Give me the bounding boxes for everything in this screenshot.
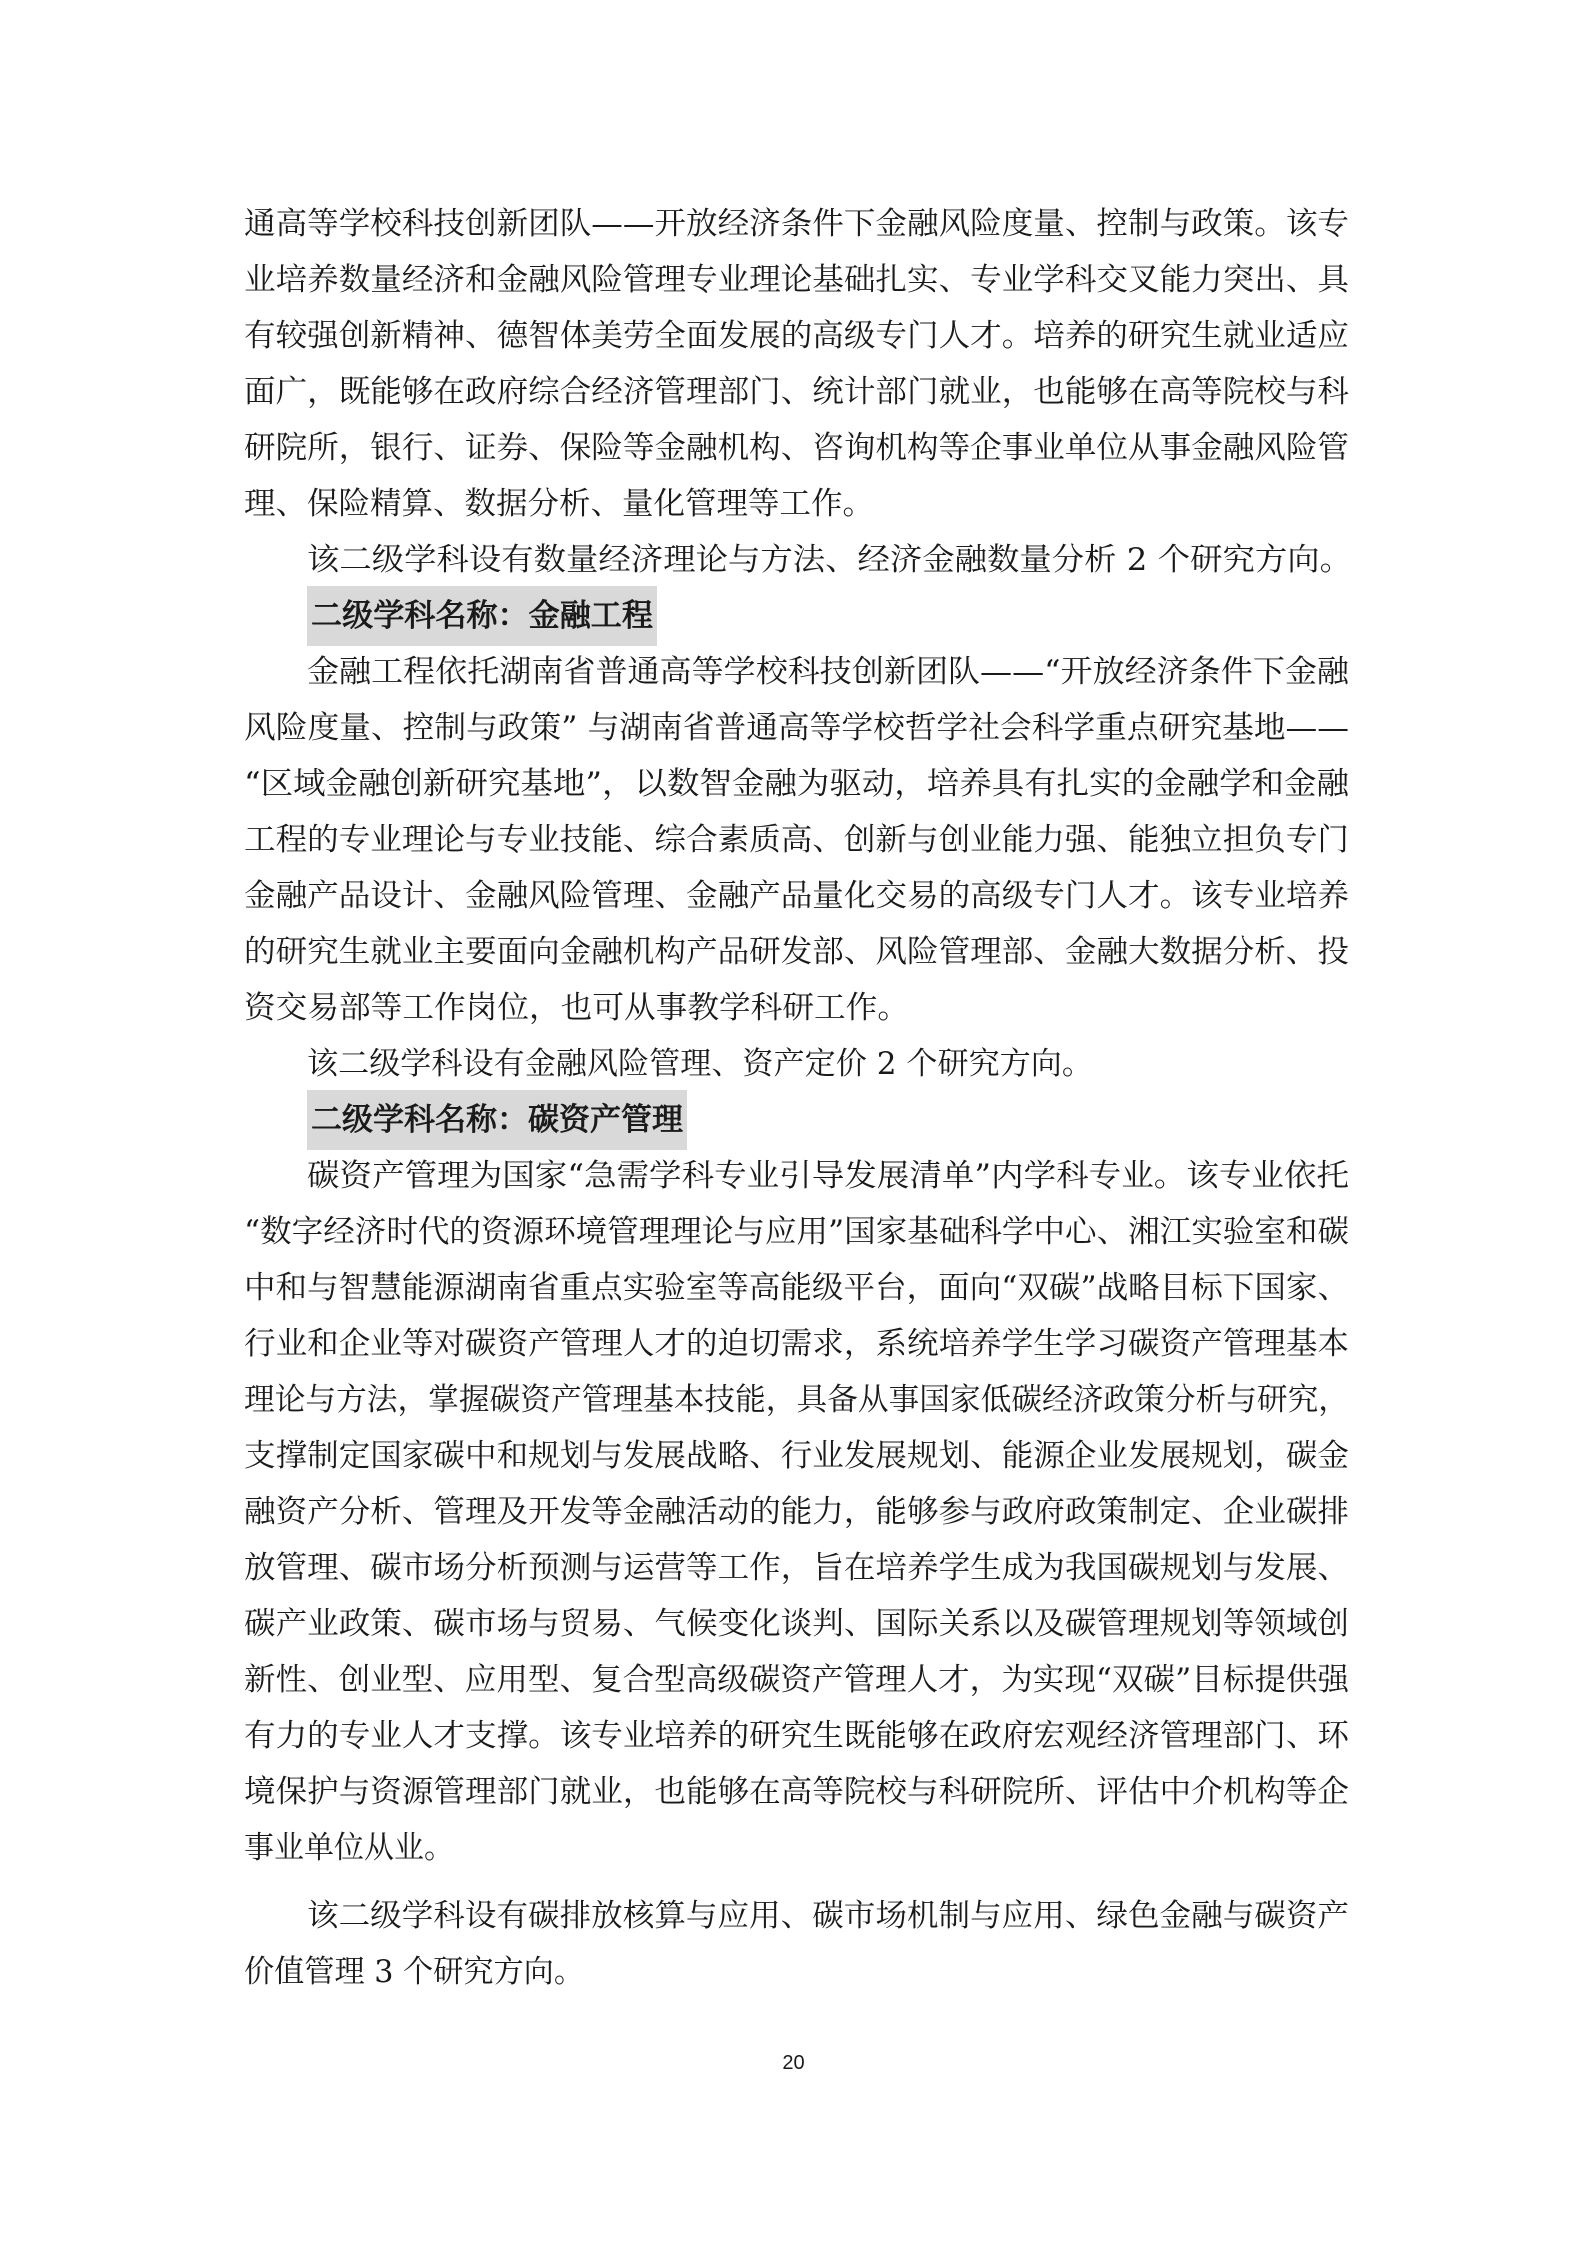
- text-line: 理论与方法，掌握碳资产管理基本技能，具备从事国家低碳经济政策分析与研究，: [244, 1382, 1349, 1418]
- body-text-line: [0, 922, 1587, 982]
- body-text-line: [0, 1650, 1587, 1710]
- body-text-line: [0, 194, 1587, 254]
- text-line: 融资产分析、管理及开发等金融活动的能力，能够参与政府政策制定、企业碳排: [244, 1494, 1349, 1530]
- body-text-line: [0, 1370, 1587, 1430]
- body-text-line: [0, 362, 1587, 422]
- text-line: 放管理、碳市场分析预测与运营等工作，旨在培养学生成为我国碳规划与发展、: [244, 1550, 1349, 1586]
- text-line: 事业单位从业。: [244, 1830, 454, 1866]
- text-line: 价值管理 3 个研究方向。: [244, 1954, 584, 1990]
- body-text-line: [0, 810, 1587, 870]
- body-text-line: [0, 698, 1587, 758]
- body-text-line: [0, 1314, 1587, 1374]
- text-line: 行业和企业等对碳资产管理人才的迫切需求，系统培养学生学习碳资产管理基本: [244, 1326, 1349, 1362]
- body-text-line: [0, 1594, 1587, 1654]
- body-text-line: [0, 1482, 1587, 1542]
- body-text-line: [0, 1258, 1587, 1318]
- text-line: 通高等学校科技创新团队——开放经济条件下金融风险度量、控制与政策。该专: [244, 206, 1349, 242]
- page-number: 20: [782, 2052, 805, 2074]
- body-text-line: [0, 306, 1587, 366]
- body-text-line: [0, 1886, 1587, 1946]
- text-line: 有较强创新精神、德智体美劳全面发展的高级专门人才。培养的研究生就业适应: [244, 318, 1349, 354]
- body-text-line: [0, 1538, 1587, 1598]
- heading-text: 二级学科名称：金融工程: [307, 586, 657, 646]
- section-heading-carbon-asset-management: [0, 1090, 1587, 1150]
- body-text-line: [0, 754, 1587, 814]
- body-text-line: [0, 418, 1587, 478]
- section-heading-financial-engineering: [0, 586, 1587, 646]
- text-line: 理、保险精算、数据分析、量化管理等工作。: [244, 486, 874, 522]
- text-line: 该二级学科设有碳排放核算与应用、碳市场机制与应用、绿色金融与碳资产: [307, 1898, 1349, 1934]
- text-line: 工程的专业理论与专业技能、综合素质高、创新与创业能力强、能独立担负专门: [244, 822, 1349, 858]
- text-line: 资交易部等工作岗位，也可从事教学科研工作。: [244, 990, 909, 1026]
- body-text-line: [0, 1202, 1587, 1262]
- text-line: 研院所，银行、证券、保险等金融机构、咨询机构等企事业单位从事金融风险管: [244, 430, 1349, 466]
- text-line: 金融工程依托湖南省普通高等学校科技创新团队——“开放经济条件下金融: [307, 654, 1349, 690]
- body-text-line: [0, 250, 1587, 310]
- text-line: 境保护与资源管理部门就业，也能够在高等院校与科研院所、评估中介机构等企: [244, 1774, 1349, 1810]
- text-line: 面广，既能够在政府综合经济管理部门、统计部门就业，也能够在高等院校与科: [244, 374, 1349, 410]
- body-text-line: [0, 1942, 1587, 2002]
- text-line: 业培养数量经济和金融风险管理专业理论基础扎实、专业学科交叉能力突出、具: [244, 262, 1349, 298]
- body-text-line: [0, 530, 1587, 590]
- text-line: 的研究生就业主要面向金融机构产品研发部、风险管理部、金融大数据分析、投: [244, 934, 1349, 970]
- text-line: “数字经济时代的资源环境管理理论与应用”国家基础科学中心、湘江实验室和碳: [244, 1214, 1349, 1250]
- body-text-line: [0, 1146, 1587, 1206]
- text-line: 中和与智慧能源湖南省重点实验室等高能级平台，面向“双碳”战略目标下国家、: [244, 1270, 1349, 1306]
- text-line: “区域金融创新研究基地”，以数智金融为驱动，培养具有扎实的金融学和金融: [244, 766, 1349, 802]
- body-text-line: [0, 1762, 1587, 1822]
- text-line: 有力的专业人才支撑。该专业培养的研究生既能够在政府宏观经济管理部门、环: [244, 1718, 1349, 1754]
- text-line: 碳产业政策、碳市场与贸易、气候变化谈判、国际关系以及碳管理规划等领域创: [244, 1606, 1349, 1642]
- body-text-line: [0, 642, 1587, 702]
- body-text-line: [0, 1034, 1587, 1094]
- body-text-line: [0, 1426, 1587, 1486]
- body-text-line: [0, 1706, 1587, 1766]
- body-text-line: [0, 1818, 1587, 1878]
- text-line: 新性、创业型、应用型、复合型高级碳资产管理人才，为实现“双碳”目标提供强: [244, 1662, 1349, 1698]
- body-text-line: [0, 978, 1587, 1038]
- body-text-line: [0, 866, 1587, 926]
- heading-text: 二级学科名称：碳资产管理: [307, 1090, 687, 1150]
- text-line: 风险度量、控制与政策” 与湖南省普通高等学校哲学社会科学重点研究基地——: [244, 710, 1349, 746]
- body-text-line: [0, 474, 1587, 534]
- text-line: 该二级学科设有金融风险管理、资产定价 2 个研究方向。: [307, 1046, 1093, 1082]
- text-line: 该二级学科设有数量经济理论与方法、经济金融数量分析 2 个研究方向。: [307, 542, 1352, 578]
- text-line: 金融产品设计、金融风险管理、金融产品量化交易的高级专门人才。该专业培养: [244, 878, 1349, 914]
- text-line: 碳资产管理为国家“急需学科专业引导发展清单”内学科专业。该专业依托: [307, 1158, 1349, 1194]
- text-line: 支撑制定国家碳中和规划与发展战略、行业发展规划、能源企业发展规划，碳金: [244, 1438, 1349, 1474]
